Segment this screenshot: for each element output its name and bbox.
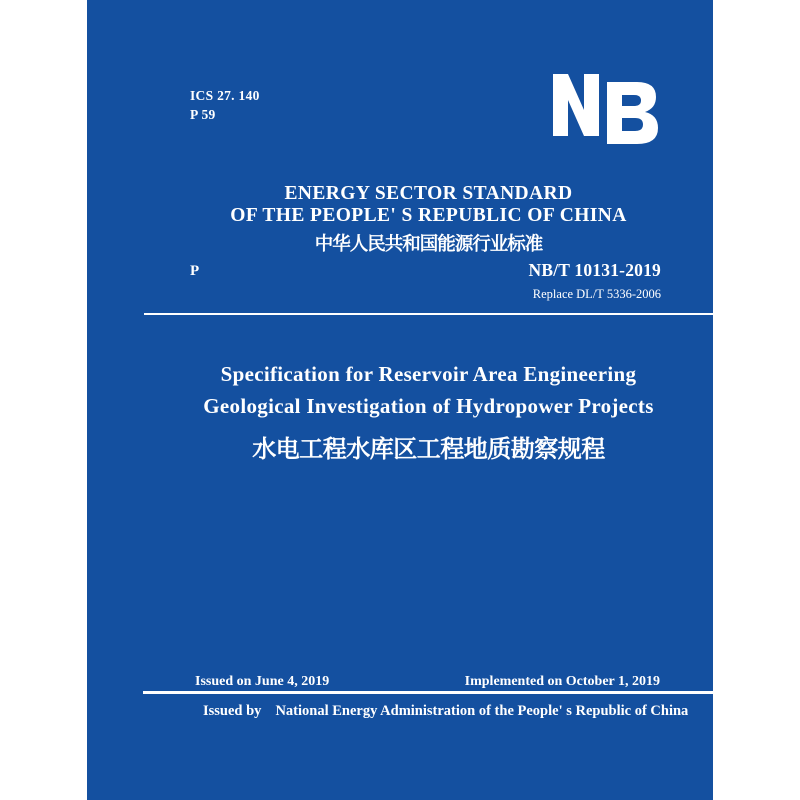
- issued-on-date: Issued on June 4, 2019: [195, 674, 330, 689]
- title-cn: 水电工程水库区工程地质勘察规程: [252, 436, 605, 463]
- standard-number: NB/T 10131-2019: [528, 260, 661, 280]
- top-rule: [144, 313, 713, 315]
- issued-by-label: Issued by: [203, 703, 262, 719]
- p-classification-code: P 59: [190, 107, 216, 122]
- title-en-line2: Geological Investigation of Hydropower Projects: [203, 394, 654, 418]
- ics-block: [190, 86, 260, 124]
- nb-logo-icon: [549, 69, 664, 149]
- nb-logo: [549, 69, 664, 149]
- standard-cover-page: [87, 0, 713, 800]
- ics-code: ICS 27. 140: [190, 88, 260, 103]
- implemented-on-date: Implemented on October 1, 2019: [464, 674, 660, 689]
- bottom-rule: [143, 691, 713, 694]
- header-line2-en: OF THE PEOPLE' S REPUBLIC OF CHINA: [230, 205, 627, 226]
- issued-by-row: [203, 703, 688, 720]
- dates-row: [144, 674, 713, 690]
- header-line3-cn: 中华人民共和国能源行业标准: [314, 233, 543, 254]
- standard-number-block: [529, 262, 661, 300]
- issued-by-value: National Energy Administration of the People' s Republic of China: [275, 703, 689, 719]
- header-line1-en: ENERGY SECTOR STANDARD: [284, 183, 573, 204]
- title-en-line1: Specification for Reservoir Area Engineering: [220, 362, 637, 386]
- replace-note: Replace DL/T 5336-2006: [532, 286, 661, 301]
- doc-class-letter: P: [190, 263, 200, 279]
